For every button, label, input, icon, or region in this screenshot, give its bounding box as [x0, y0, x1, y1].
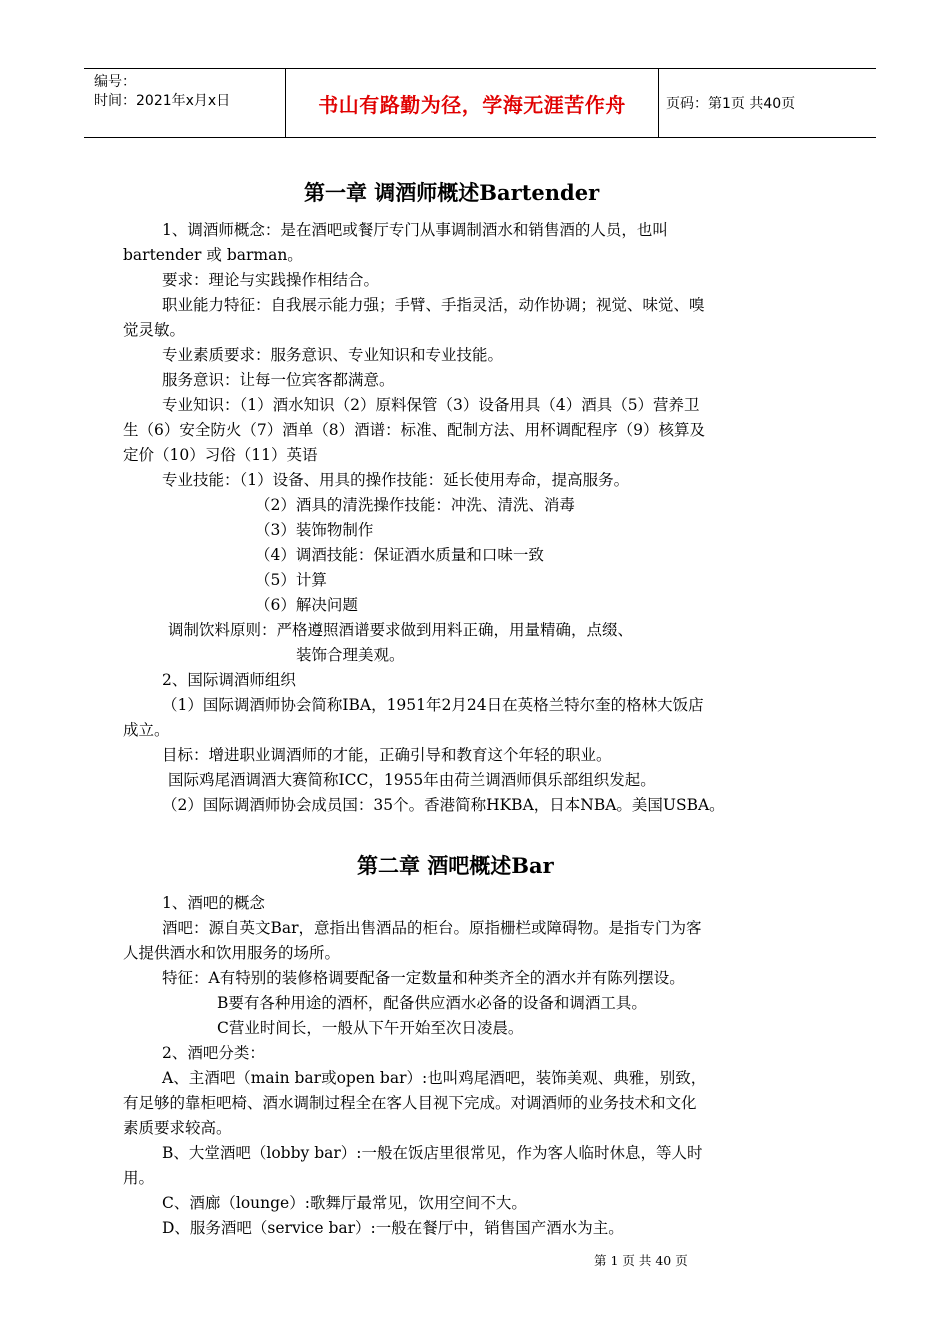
chapter1-line: 目标：增进职业调酒师的才能，正确引导和教育这个年轻的职业。 [162, 746, 612, 764]
chapter2-line: A、主酒吧（main bar或open bar）:也叫鸡尾酒吧，装饰美观、典雅，别致， [162, 1069, 707, 1087]
chapter1-line: 专业素质要求：服务意识、专业知识和专业技能。 [162, 346, 504, 364]
chapter1-line: 1、调酒师概念：是在酒吧或餐厅专门从事调制酒水和销售酒的人员，也叫 [162, 221, 668, 239]
header-meta [84, 69, 286, 137]
chapter1-line: （2）国际调酒师协会成员国：35个。香港简称HKBA，日本NBA。美国USBA。 [162, 796, 725, 814]
page-label: 页码：第1页 共40页 [666, 96, 796, 112]
chapter1-line: 生（6）安全防火（7）酒单（8）酒谱：标准、配制方法、用杯调配程序（9）核算及 [123, 421, 705, 439]
chapter2-line: 2、酒吧分类： [162, 1044, 265, 1062]
chapter1-line: （2）酒具的清洗操作技能：冲洗、清洗、消毒 [255, 496, 575, 514]
chapter1-line: 服务意识：让每一位宾客都满意。 [162, 371, 395, 389]
chapter1-line: （6）解决问题 [255, 596, 358, 614]
header-page-cell [658, 69, 876, 137]
chapter2-line: C营业时间长，一般从下午开始至次日凌晨。 [217, 1019, 524, 1037]
page-header [84, 68, 876, 138]
chapter1-line: 装饰合理美观。 [296, 646, 405, 664]
chapter1-line: 调制饮料原则：严格遵照酒谱要求做到用料正确，用量精确，点缀、 [168, 621, 634, 639]
chapter1-line: 专业技能：（1）设备、用具的操作技能：延长使用寿命，提高服务。 [162, 471, 630, 489]
chapter2-line: 有足够的靠柜吧椅、酒水调制过程全在客人目视下完成。对调酒师的业务技术和文化 [123, 1094, 697, 1112]
chapter1-title: 第一章 调酒师概述Bartender [304, 180, 600, 205]
chapter2-line: B、大堂酒吧（lobby bar）:一般在饭店里很常见，作为客人临时休息，等人时 [162, 1144, 703, 1162]
chapter2-line: 素质要求较高。 [123, 1119, 232, 1137]
chapter2-line: C、酒廊（lounge）:歌舞厅最常见，饮用空间不大。 [162, 1194, 527, 1212]
chapter2-line: 1、酒吧的概念 [162, 894, 265, 912]
chapter1-line: 专业知识：（1）酒水知识（2）原料保管（3）设备用具（4）酒具（5）营养卫 [162, 396, 700, 414]
chapter2-line: D、服务酒吧（service bar）:一般在餐厅中，销售国产酒水为主。 [162, 1219, 624, 1237]
date-label: 时间：2021年x月x日 [94, 93, 231, 109]
chapter1-line: （5）计算 [255, 571, 327, 589]
chapter2-line: 特征：A有特别的装修格调要配备一定数量和种类齐全的酒水并有陈列摆设。 [162, 969, 685, 987]
chapter1-line: （1）国际调酒师协会简称IBA，1951年2月24日在英格兰特尔奎的格林大饭店 [162, 696, 704, 714]
chapter1-line: 觉灵敏。 [123, 321, 186, 339]
chapter2-line: 酒吧：源自英文Bar，意指出售酒品的柜台。原指栅栏或障碍物。是指专门为客 [162, 919, 702, 937]
chapter2-line: 人提供酒水和饮用服务的场所。 [123, 944, 341, 962]
chapter2-line: 用。 [123, 1169, 155, 1187]
chapter2-title: 第二章 酒吧概述Bar [357, 853, 554, 878]
header-motto-cell [286, 69, 659, 137]
chapter1-line: 职业能力特征：自我展示能力强；手臂、手指灵活，动作协调；视觉、味觉、嗅 [162, 296, 705, 314]
chapter1-line: 国际鸡尾酒调酒大赛简称ICC，1955年由荷兰调酒师俱乐部组织发起。 [168, 771, 656, 789]
page-footer: 第 1 页 共 40 页 [594, 1253, 688, 1268]
chapter1-line: bartender 或 barman。 [123, 246, 303, 264]
motto: 书山有路勤为径，学海无涯苦作舟 [318, 92, 626, 117]
chapter1-line: 要求：理论与实践操作相结合。 [162, 271, 380, 289]
chapter2-line: B要有各种用途的酒杯，配备供应酒水必备的设备和调酒工具。 [217, 994, 647, 1012]
chapter1-line: 成立。 [123, 721, 170, 739]
chapter1-line: 2、国际调酒师组织 [162, 671, 296, 689]
number-label: 编号： [94, 74, 136, 90]
chapter1-line: 定价（10）习俗（11）英语 [123, 446, 318, 464]
chapter1-line: （4）调酒技能：保证酒水质量和口味一致 [255, 546, 544, 564]
chapter1-line: （3）装饰物制作 [255, 521, 374, 539]
